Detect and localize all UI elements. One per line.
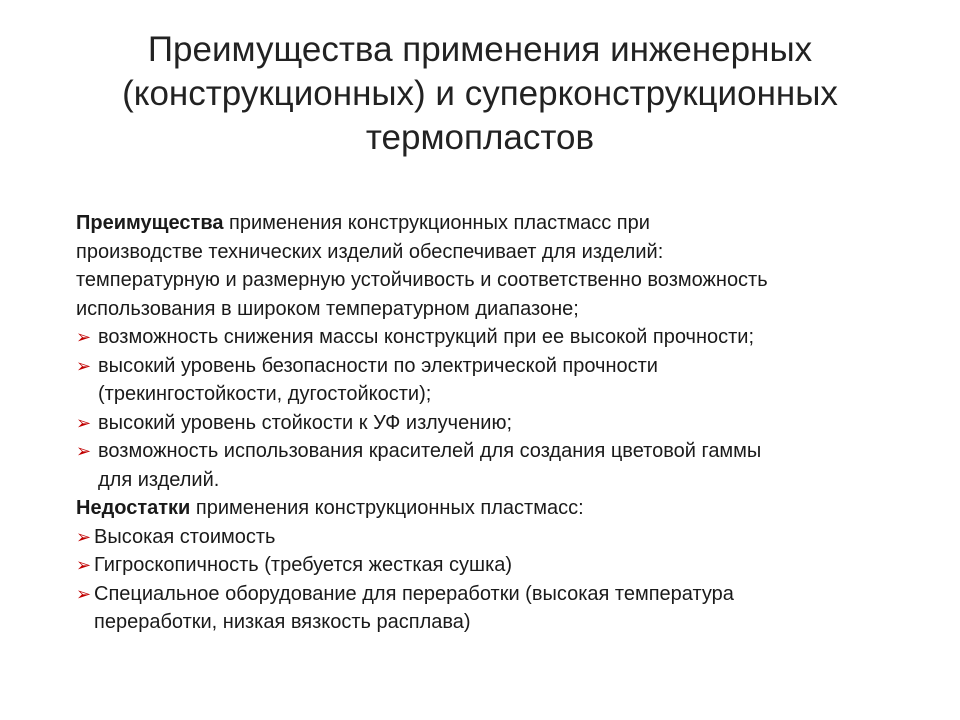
list-item: [76, 409, 926, 438]
advantage-item-2-line-2: (трекингостойкости, дугостойкости);: [98, 383, 432, 405]
arrow-bullet-icon: ➢: [76, 441, 92, 461]
advantage-item-3: высокий уровень стойкости к УФ излучению;: [98, 411, 512, 434]
disadvantage-item-1: Высокая стоимость: [94, 525, 276, 548]
advantage-item-4-line-1: возможность использования красителей для создания цветовой гаммы: [98, 440, 762, 462]
disadvantage-item-2: Гигроскопичность (требуется жесткая сушка): [94, 554, 513, 576]
advantages-intro-text-4: использования в широком температурном диапазоне;: [76, 297, 579, 320]
disadvantages-list: [76, 523, 926, 637]
list-item: [76, 437, 926, 494]
advantage-item-2-line-1: высокий уровень безопасности по электрической прочности: [98, 354, 658, 377]
title-line-1: Преимущества применения инженерных: [147, 30, 813, 69]
advantage-item-1: возможность снижения массы конструкций при ее высокой прочности;: [98, 326, 755, 348]
disadvantages-intro: [76, 494, 926, 523]
advantages-heading: Преимущества: [76, 212, 224, 234]
arrow-bullet-icon: ➢: [76, 412, 92, 433]
title-line-2: (конструкционных) и суперконструкционных: [122, 74, 838, 113]
list-item: [76, 323, 926, 352]
list-item: [76, 352, 926, 409]
disadvantages-heading: Недостатки: [76, 497, 191, 519]
arrow-bullet-icon: ➢: [76, 355, 92, 376]
list-item: [76, 523, 926, 552]
arrow-bullet-icon: ➢: [76, 583, 92, 604]
advantages-intro: [76, 209, 926, 323]
title-line-3: термопластов: [365, 118, 595, 157]
disadvantage-item-3-line-1: Специальное оборудование для переработки (высокая температура: [94, 582, 734, 605]
disadvantages-intro-text: применения конструкционных пластмасс:: [190, 497, 584, 519]
list-item: [76, 551, 926, 580]
disadvantage-item-3-line-2: переработки, низкая вязкость расплава): [94, 611, 471, 633]
advantages-intro-text-3: температурную и размерную устойчивость и соответственно возможность: [76, 269, 768, 291]
arrow-bullet-icon: ➢: [76, 555, 92, 575]
list-item: [76, 580, 926, 637]
advantages-intro-text-1: применения конструкционных пластмасс при: [223, 212, 650, 234]
advantages-intro-text-2: производстве технических изделий обеспечивает для изделий:: [76, 240, 664, 263]
arrow-bullet-icon: ➢: [76, 526, 92, 547]
arrow-bullet-icon: ➢: [76, 327, 92, 347]
slide-body: [76, 209, 926, 637]
advantages-list: [76, 323, 926, 494]
advantage-item-4-line-2: для изделий.: [98, 468, 220, 491]
slide-title: [40, 28, 920, 160]
